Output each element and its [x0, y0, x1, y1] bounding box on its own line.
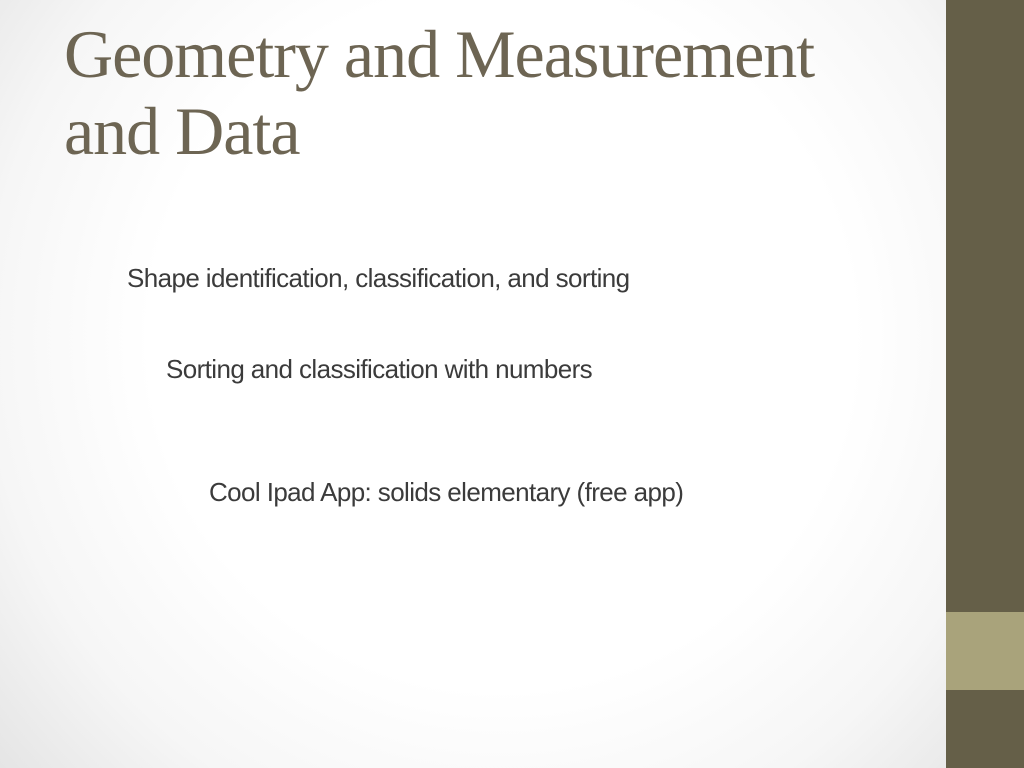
slide-title-line-1: Geometry and Measurement: [64, 16, 815, 92]
bullet-sorting-classification: Sorting and classification with numbers: [166, 354, 593, 384]
bullet-shape-identification: Shape identification, classification, and sorting: [127, 263, 630, 293]
slide-title: [64, 16, 914, 170]
bullet-cool-ipad-app: Cool Ipad App: solids elementary (free app): [209, 477, 684, 507]
sidebar-accent-bar: [946, 0, 1024, 768]
accent-square: [946, 612, 1024, 690]
slide-title-line-2: and Data: [64, 93, 300, 169]
